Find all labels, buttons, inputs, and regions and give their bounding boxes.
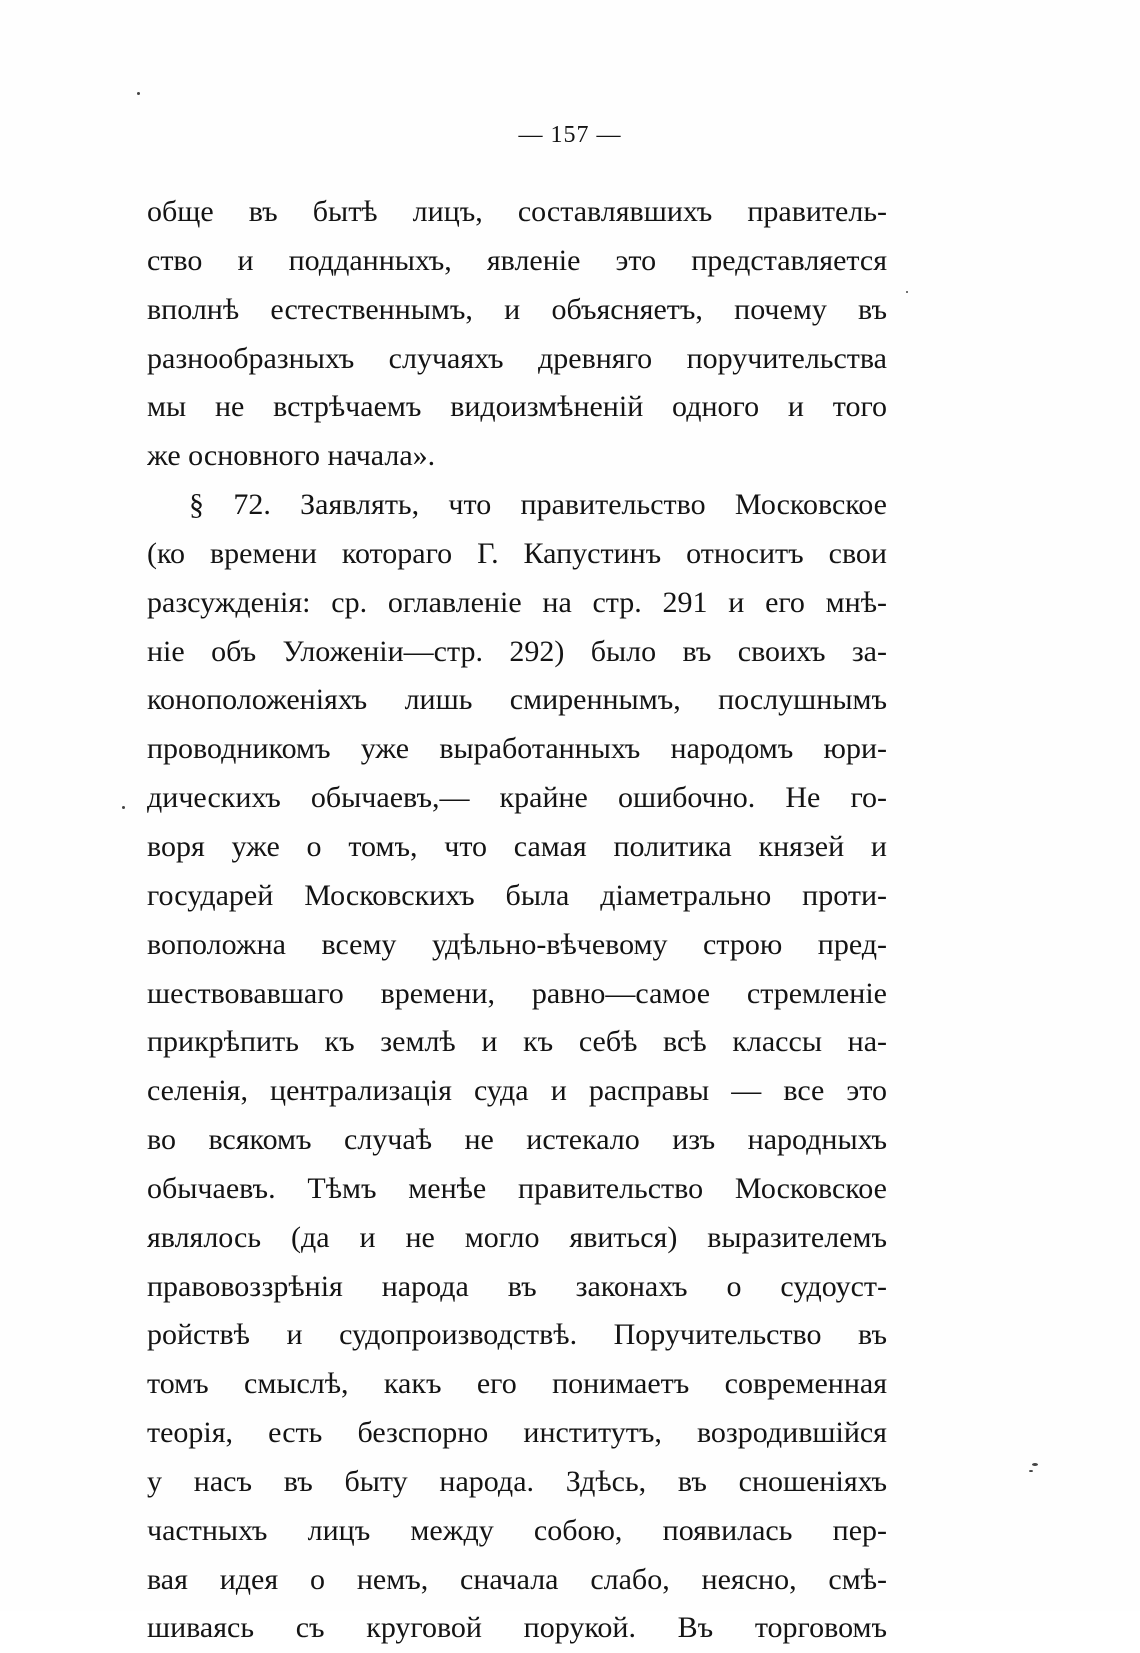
scan-speck	[1032, 1463, 1038, 1466]
scan-speck	[137, 92, 140, 95]
text-line: во всякомъ случаѣ не истекало изъ народныхъ	[147, 1123, 887, 1157]
text-line: шиваясь съ круговой порукой. Въ торговомъ	[147, 1611, 887, 1645]
text-line: частныхъ лицъ между собою, появилась пер-	[147, 1513, 887, 1547]
text-line: ство и подданныхъ, явленіе это представляется	[147, 243, 887, 277]
text-line: (ко времени котораго Г. Капустинъ относитъ свои	[147, 536, 887, 570]
text-line: государей Московскихъ была діаметрально проти-	[147, 878, 887, 912]
page-number: — 157 —	[518, 122, 622, 148]
scan-speck	[122, 806, 125, 809]
text-line: у насъ въ быту народа. Здѣсь, въ сношеніяхъ	[147, 1464, 887, 1498]
text-line: прикрѣпить къ землѣ и къ себѣ всѣ классы на-	[147, 1025, 887, 1059]
text-line: воположна всему удѣльно-вѣчевому строю пред-	[147, 927, 887, 961]
paragraph-section-72	[147, 481, 887, 1653]
text-line: шествовавшаго времени, равно—самое стремленіе	[147, 976, 887, 1010]
text-line: разсужденія: ср. оглавленіе на стр. 291 и его мнѣ-	[147, 585, 887, 619]
text-line: же основного начала».	[147, 439, 436, 473]
text-line: мы не встрѣчаемъ видоизмѣненій одного и того	[147, 390, 887, 424]
text-line: конoположеніяхъ лишь смиреннымъ, послушнымъ	[147, 683, 887, 717]
text-line: дическихъ обычаевъ,— крайне ошибочно. Не го-	[147, 781, 887, 815]
text-line: вполнѣ естественнымъ, и объясняетъ, почему въ	[147, 292, 887, 326]
text-line: обычаевъ. Тѣмъ менѣе правительство Московское	[147, 1171, 887, 1205]
text-line: селенія, централизація суда и расправы — все это	[147, 1074, 887, 1108]
text-line: обще въ бытѣ лицъ, составлявшихъ правитель-	[147, 195, 887, 228]
body-text	[147, 188, 887, 1653]
scan-speck	[1029, 1470, 1033, 1472]
scan-speck	[906, 291, 908, 293]
text-line: ніе объ Уложеніи—стр. 292) было въ своихъ за-	[147, 634, 887, 668]
text-line: правовоззрѣнія народа въ законахъ о судоуст-	[147, 1269, 887, 1303]
text-line: § 72. Заявлять, что правительство Московское	[189, 488, 887, 522]
text-line: вая идея о немъ, сначала слабо, неясно, смѣ-	[147, 1562, 887, 1596]
text-line: томъ смыслѣ, какъ его понимаетъ современная	[147, 1367, 887, 1401]
text-line: разнообразныхъ случаяхъ древняго поручительства	[147, 341, 887, 375]
paragraph-continuation	[147, 188, 887, 481]
text-line: проводникомъ уже выработанныхъ народомъ юри-	[147, 732, 887, 766]
text-line: ройствѣ и судопроизводствѣ. Поручительство въ	[147, 1318, 887, 1352]
text-line: являлось (да и не могло явиться) выразителемъ	[147, 1220, 887, 1254]
text-line: воря уже о томъ, что самая политика князей и	[147, 829, 887, 863]
text-line: теорія, есть безспорно институтъ, возродившійся	[147, 1416, 887, 1450]
